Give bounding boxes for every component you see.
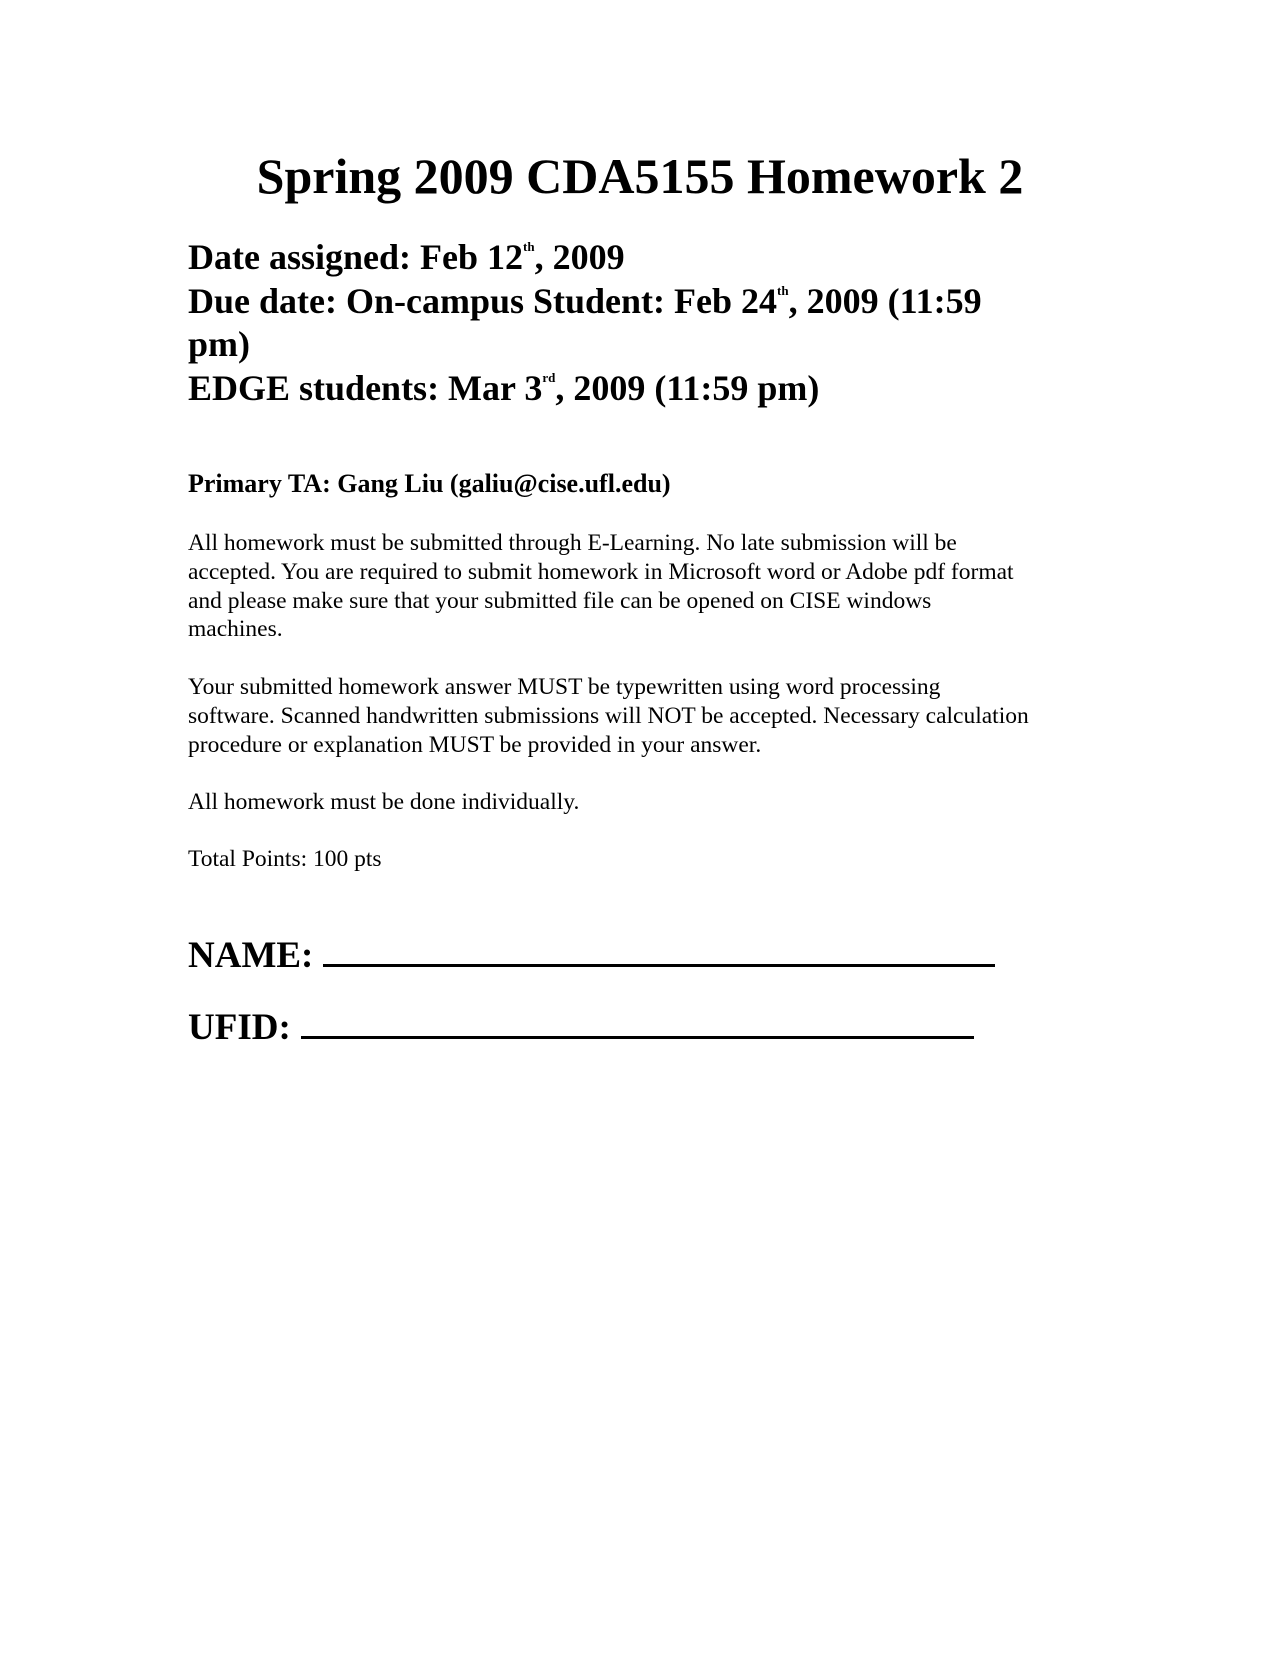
- ufid-label: UFID:: [188, 1007, 291, 1048]
- paragraph-line: software. Scanned handwritten submissions will NOT be accepted. Necessary calculation: [188, 702, 1029, 729]
- date-assigned-ordinal: th: [523, 239, 535, 254]
- dates-block: [188, 236, 1088, 410]
- due-date-on-campus: [188, 280, 1088, 324]
- date-assigned-text: Date assigned: Feb 12: [188, 237, 523, 277]
- submission-paragraph: [188, 529, 1088, 644]
- edge-date-text: EDGE students: Mar 3: [188, 367, 543, 408]
- paragraph-line: All homework must be submitted through E-Learning. No late submission will be: [188, 530, 957, 556]
- due-date-edge: [188, 367, 1088, 411]
- name-field: [188, 930, 995, 978]
- date-assigned-year: , 2009: [534, 237, 625, 277]
- edge-date-ordinal: rd: [542, 369, 556, 385]
- paragraph-line: Your submitted homework answer MUST be typewritten using word processing: [188, 674, 941, 700]
- date-assigned: [188, 236, 1088, 280]
- edge-date-year: , 2009 (11:59 pm): [555, 367, 820, 408]
- due-date-ordinal: th: [777, 282, 789, 298]
- paragraph-line: All homework must be done individually.: [188, 789, 580, 815]
- ufid-field: [188, 1002, 974, 1050]
- due-date-text: Due date: On-campus Student: Feb 24: [188, 280, 778, 321]
- ufid-blank-line[interactable]: [301, 1002, 974, 1039]
- total-points-text: Total Points: 100 pts: [188, 846, 382, 872]
- paragraph-line: procedure or explanation MUST be provided in your answer.: [188, 731, 762, 758]
- due-date-year: , 2009 (11:59: [788, 280, 982, 321]
- name-label: NAME:: [188, 935, 314, 976]
- paragraph-line: machines.: [188, 616, 283, 643]
- due-date-continuation: pm): [188, 324, 250, 364]
- paragraph-line: accepted. You are required to submit homework in Microsoft word or Adobe pdf format: [188, 558, 1014, 585]
- name-blank-line[interactable]: [323, 930, 995, 967]
- primary-ta: Primary TA: Gang Liu (galiu@cise.ufl.edu): [188, 469, 671, 498]
- paragraph-line: and please make sure that your submitted file can be opened on CISE windows: [188, 587, 932, 614]
- total-points: [188, 845, 1088, 874]
- document-title: Spring 2009 CDA5155 Homework 2: [256, 148, 1024, 204]
- typewritten-paragraph: [188, 673, 1088, 759]
- individual-work-paragraph: [188, 788, 1088, 817]
